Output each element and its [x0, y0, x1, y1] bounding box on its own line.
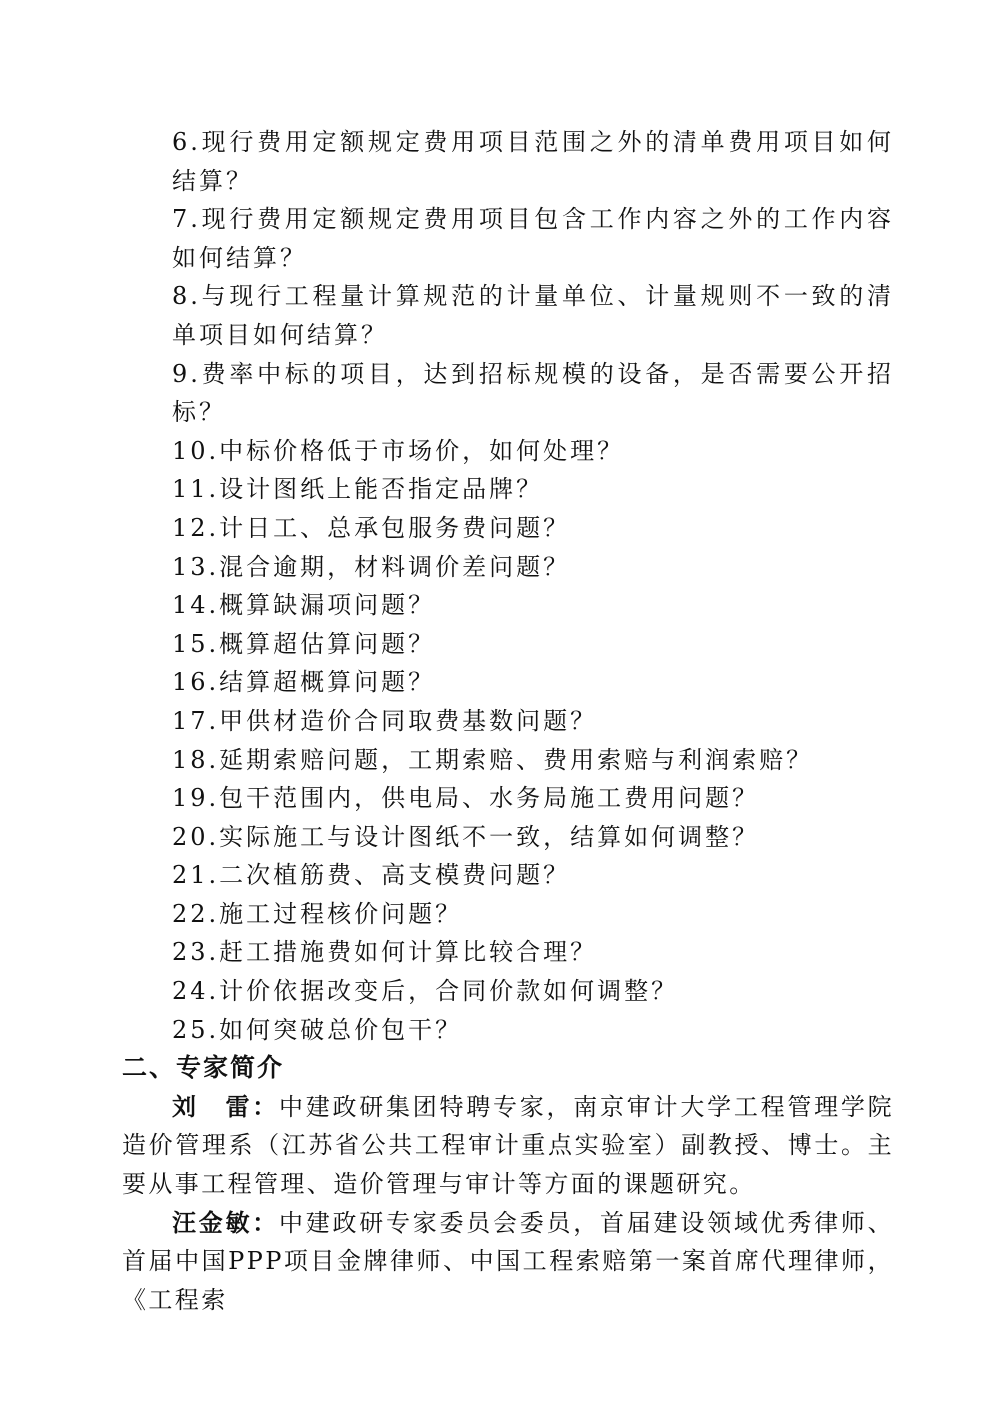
question-item: 11.设计图纸上能否指定品牌？: [172, 475, 544, 504]
section-heading: 二、专家简介: [122, 1053, 285, 1083]
expert-description: 中建政研专家委员会委员，首届建设领域优秀律师、首届中国PPP项目金牌律师、中国工程索赔第一案首席代理律师，《工程索: [122, 1208, 894, 1314]
expert-description: 中建政研集团特聘专家，南京审计大学工程管理学院造价管理系（江苏省公共工程审计重点实验室）副教授、博士。主要从事工程管理、造价管理与审计等方面的课题研究。: [122, 1092, 894, 1199]
question-item: 24.计价依据改变后，合同价款如何调整？: [172, 977, 679, 1006]
question-item: 20.实际施工与设计图纸不一致，结算如何调整？: [172, 822, 760, 851]
expert-name: 汪金敏：: [172, 1207, 280, 1237]
question-item: 6.现行费用定额规定费用项目范围之外的清单费用项目如何结算？: [172, 128, 894, 195]
question-item: 16.结算超概算问题？: [172, 668, 436, 697]
question-item: 25.如何突破总价包干？: [172, 1015, 463, 1044]
question-item: 21.二次植筋费、高支模费问题？: [172, 861, 571, 890]
expert-paragraph: [122, 1088, 894, 1204]
question-item: 17.甲供材造价合同取费基数问题？: [172, 706, 598, 735]
question-item: 19.包干范围内，供电局、水务局施工费用问题？: [172, 784, 760, 813]
question-list: [122, 123, 894, 1049]
question-item: 23.赶工措施费如何计算比较合理？: [172, 938, 598, 967]
question-item: 15.概算超估算问题？: [172, 629, 436, 658]
question-item: 14.概算缺漏项问题？: [172, 591, 436, 620]
question-item: 8.与现行工程量计算规范的计量单位、计量规则不一致的清单项目如何结算？: [172, 282, 894, 349]
question-item: 9.费率中标的项目，达到招标规模的设备，是否需要公开招标？: [172, 359, 894, 427]
question-item: 10.中标价格低于市场价，如何处理？: [172, 436, 625, 465]
question-item: 22.施工过程核价问题？: [172, 899, 463, 928]
expert-paragraph: [122, 1204, 894, 1320]
question-item: 18.延期索赔问题，工期索赔、费用索赔与利润索赔？: [172, 745, 814, 774]
expert-name: 刘 雷：: [172, 1091, 280, 1121]
question-item: 7.现行费用定额规定费用项目包含工作内容之外的工作内容如何结算？: [172, 205, 894, 272]
page-content: [122, 123, 894, 1319]
question-item: 12.计日工、总承包服务费问题？: [172, 513, 571, 542]
question-item: 13.混合逾期，材料调价差问题？: [172, 552, 571, 581]
